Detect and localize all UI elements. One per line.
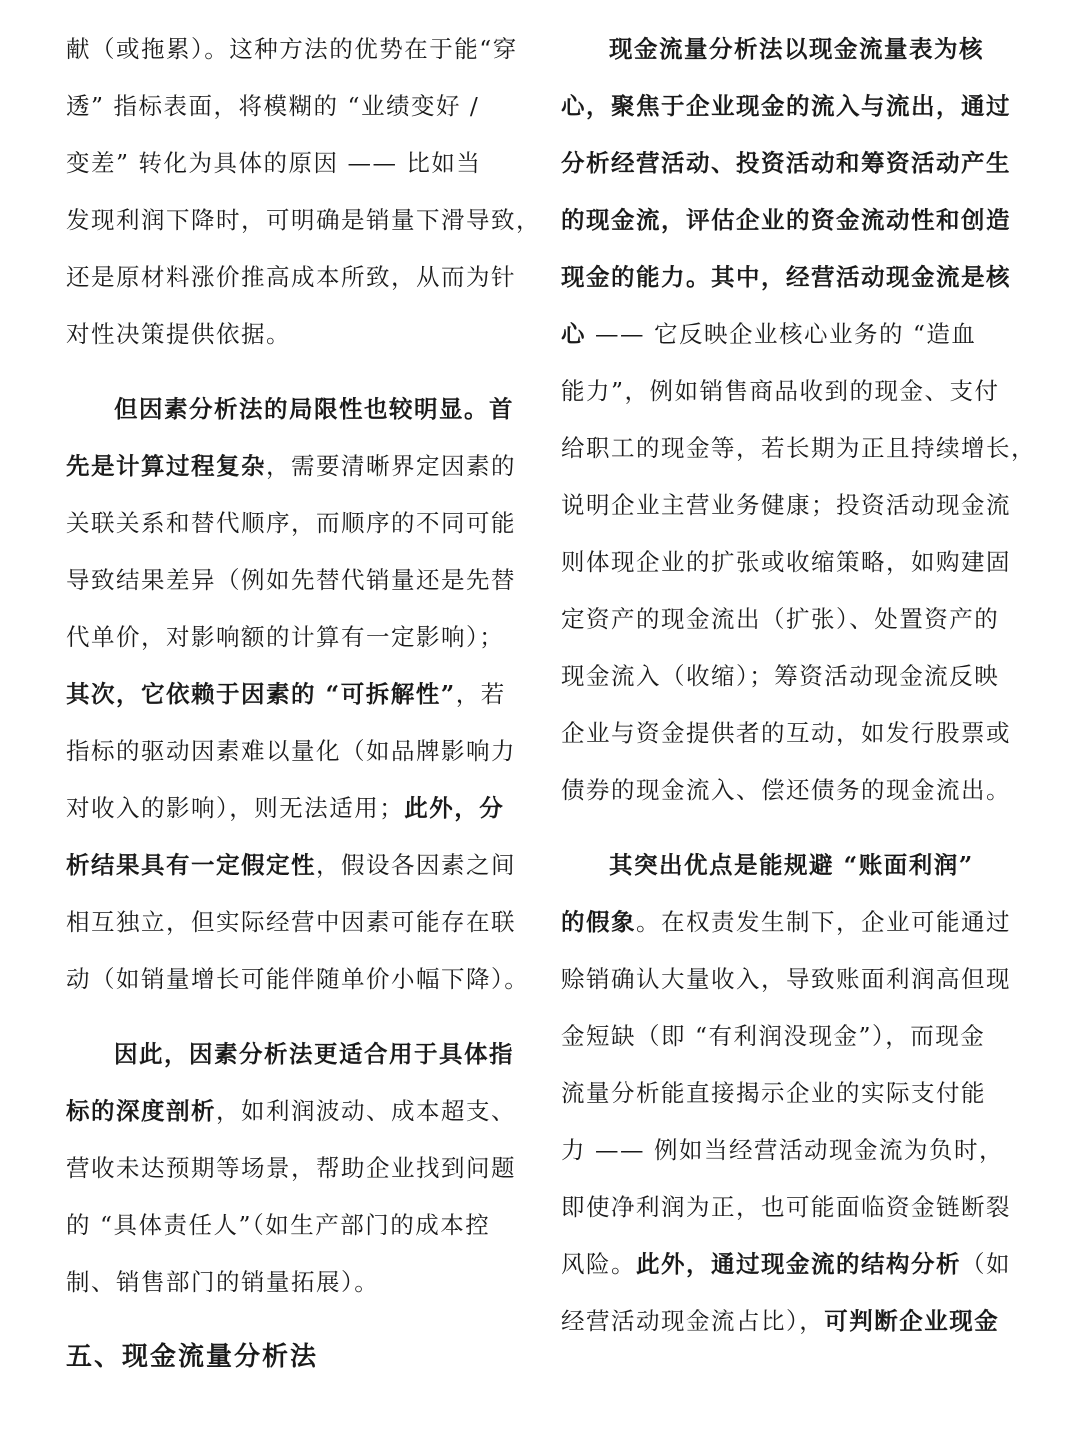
bold-text: 心 — [561, 320, 586, 348]
bold-text: 此外，通过现金流的结构分析 — [636, 1250, 961, 1278]
bold-text: 先是计算过程复杂 — [66, 452, 266, 480]
text-line — [561, 21, 1017, 78]
text: 相互独立，但实际经营中因素可能存在联 — [66, 908, 516, 936]
text: 风险。 — [561, 1250, 636, 1278]
text-line — [561, 78, 1017, 135]
text: 还是原材料涨价推高成本所致，从而为针 — [66, 263, 516, 291]
text-line — [66, 135, 522, 192]
text-line — [561, 1122, 1017, 1179]
paragraph-factor-conclusion — [66, 1026, 522, 1311]
section-heading-cash-flow: 五、现金流量分析法 — [66, 1342, 319, 1372]
text-line — [561, 648, 1017, 705]
text-line — [561, 363, 1017, 420]
text-line — [561, 249, 1017, 306]
text: 能力”，例如销售商品收到的现金、支付 — [561, 377, 1000, 405]
text: 变差” 转化为具体的原因 —— 比如当 — [66, 149, 482, 177]
text: 说明企业主营业务健康；投资活动现金流 — [561, 491, 1011, 519]
bold-text: 但因素分析法的局限性也较明显。首 — [114, 395, 514, 423]
text-line — [66, 381, 522, 438]
text: ，需要清晰界定因素的 — [266, 452, 516, 480]
bold-text: 分析经营活动、投资活动和筹资活动产生 — [561, 149, 1011, 177]
bold-text: 标的深度剖析 — [66, 1097, 216, 1125]
bold-text: 因此，因素分析法更适合用于具体指 — [114, 1040, 514, 1068]
text-line — [66, 837, 522, 894]
bold-text: 其突出优点是能规避 “账面利润” — [609, 851, 974, 879]
text-line — [561, 837, 1017, 894]
bold-text: 现金的能力。其中，经营活动现金流是核 — [561, 263, 1011, 291]
text-line — [66, 495, 522, 552]
paragraph-cash-flow-advantage — [561, 837, 1017, 1350]
text-line — [561, 762, 1017, 819]
text-line — [66, 1083, 522, 1140]
text-line — [66, 723, 522, 780]
text: ，假设各因素之间 — [316, 851, 516, 879]
text: 现金流入（收缩）；筹资活动现金流反映 — [561, 662, 1000, 690]
text: 营收未达预期等场景，帮助企业找到问题 — [66, 1154, 516, 1182]
text-line — [66, 609, 522, 666]
paragraph-factor-limitations — [66, 381, 530, 1008]
text-line — [561, 894, 1017, 951]
text: ，如利润波动、成本超支、 — [216, 1097, 516, 1125]
bold-text: 可判断企业现金 — [824, 1307, 1000, 1335]
text: 则体现企业的扩张或收缩策略，如购建固 — [561, 548, 1011, 576]
text-line — [561, 420, 1036, 477]
text: 即使净利润为正，也可能面临资金链断裂 — [561, 1193, 1011, 1221]
text: 透” 指标表面，将模糊的 “业绩变好 / — [66, 92, 480, 120]
text-line — [66, 951, 530, 1008]
text-line — [561, 705, 1017, 762]
bold-text: 此外，分 — [404, 794, 505, 822]
text-line — [66, 780, 522, 837]
text: 经营活动现金流占比）， — [561, 1307, 825, 1335]
text: 流量分析能直接揭示企业的实际支付能 — [561, 1079, 986, 1107]
text: 金短缺（即 “有利润没现金”），而现金 — [561, 1022, 986, 1050]
text: —— 它反映企业核心业务的 “造血 — [586, 320, 977, 348]
text: 对性决策提供依据。 — [66, 320, 291, 348]
bold-text: 析结果具有一定假定性 — [66, 851, 316, 879]
text-line — [66, 249, 522, 306]
text-line — [561, 1008, 1017, 1065]
text-line — [561, 591, 1017, 648]
bold-text: 其次，它依赖于因素的 “可拆解性” — [66, 680, 456, 708]
text: 制、销售部门的销量拓展）。 — [66, 1268, 380, 1296]
text-line — [561, 534, 1017, 591]
paragraph-cash-flow-intro — [561, 21, 1036, 819]
text: 赊销确认大量收入，导致账面利润高但现 — [561, 965, 1011, 993]
text-line — [66, 21, 522, 78]
text: 对收入的影响），则无法适用； — [66, 794, 405, 822]
right-column — [561, 21, 1036, 1350]
text-line — [561, 1293, 1017, 1350]
text-line — [66, 306, 522, 363]
bold-text: 心，聚焦于企业现金的流入与流出，通过 — [561, 92, 1011, 120]
text-line — [66, 438, 522, 495]
text: 。在权责发生制下，企业可能通过 — [636, 908, 1011, 936]
text: 给职工的现金等，若长期为正且持续增长， — [561, 434, 1036, 462]
text: 力 —— 例如当经营活动现金流为负时， — [561, 1136, 1004, 1164]
text-line — [561, 951, 1017, 1008]
bold-text: 的假象 — [561, 908, 636, 936]
text: ，若 — [455, 680, 506, 708]
text-line — [561, 1065, 1017, 1122]
text-line — [66, 78, 522, 135]
text-line — [561, 306, 1017, 363]
text-line — [561, 1179, 1017, 1236]
text: 指标的驱动因素难以量化（如品牌影响力 — [66, 737, 516, 765]
text-line — [66, 894, 522, 951]
text-line — [561, 135, 1017, 192]
text: 企业与资金提供者的互动，如发行股票或 — [561, 719, 1011, 747]
text-line — [66, 1140, 522, 1197]
text-line — [66, 1026, 522, 1083]
text-line — [66, 1197, 522, 1254]
text: 代单价，对影响额的计算有一定影响）； — [66, 623, 505, 651]
text: 动（如销量增长可能伴随单价小幅下降）。 — [66, 965, 530, 993]
paragraph-factor-advantage — [66, 21, 541, 363]
text: 导致结果差异（例如先替代销量还是先替 — [66, 566, 516, 594]
text-line — [561, 1236, 1017, 1293]
text: 发现利润下降时，可明确是销量下滑导致， — [66, 206, 541, 234]
text: 债券的现金流入、偿还债务的现金流出。 — [561, 776, 1011, 804]
text-line — [561, 192, 1017, 249]
text-line — [66, 1254, 522, 1311]
bold-text: 的现金流，评估企业的资金流动性和创造 — [561, 206, 1011, 234]
text-line — [66, 552, 522, 609]
text: （如 — [961, 1250, 1011, 1278]
text-line — [66, 666, 522, 723]
bold-text: 现金流量分析法以现金流量表为核 — [609, 35, 984, 63]
left-column — [66, 21, 541, 1386]
text: 关联关系和替代顺序，而顺序的不同可能 — [66, 509, 516, 537]
text-line — [66, 192, 541, 249]
text: 的 “具体责任人”（如生产部门的成本控 — [66, 1211, 491, 1239]
text: 献（或拖累）。这种方法的优势在于能“穿 — [66, 35, 518, 63]
text: 定资产的现金流出（扩张）、处置资产的 — [561, 605, 1000, 633]
text-line — [561, 477, 1017, 534]
